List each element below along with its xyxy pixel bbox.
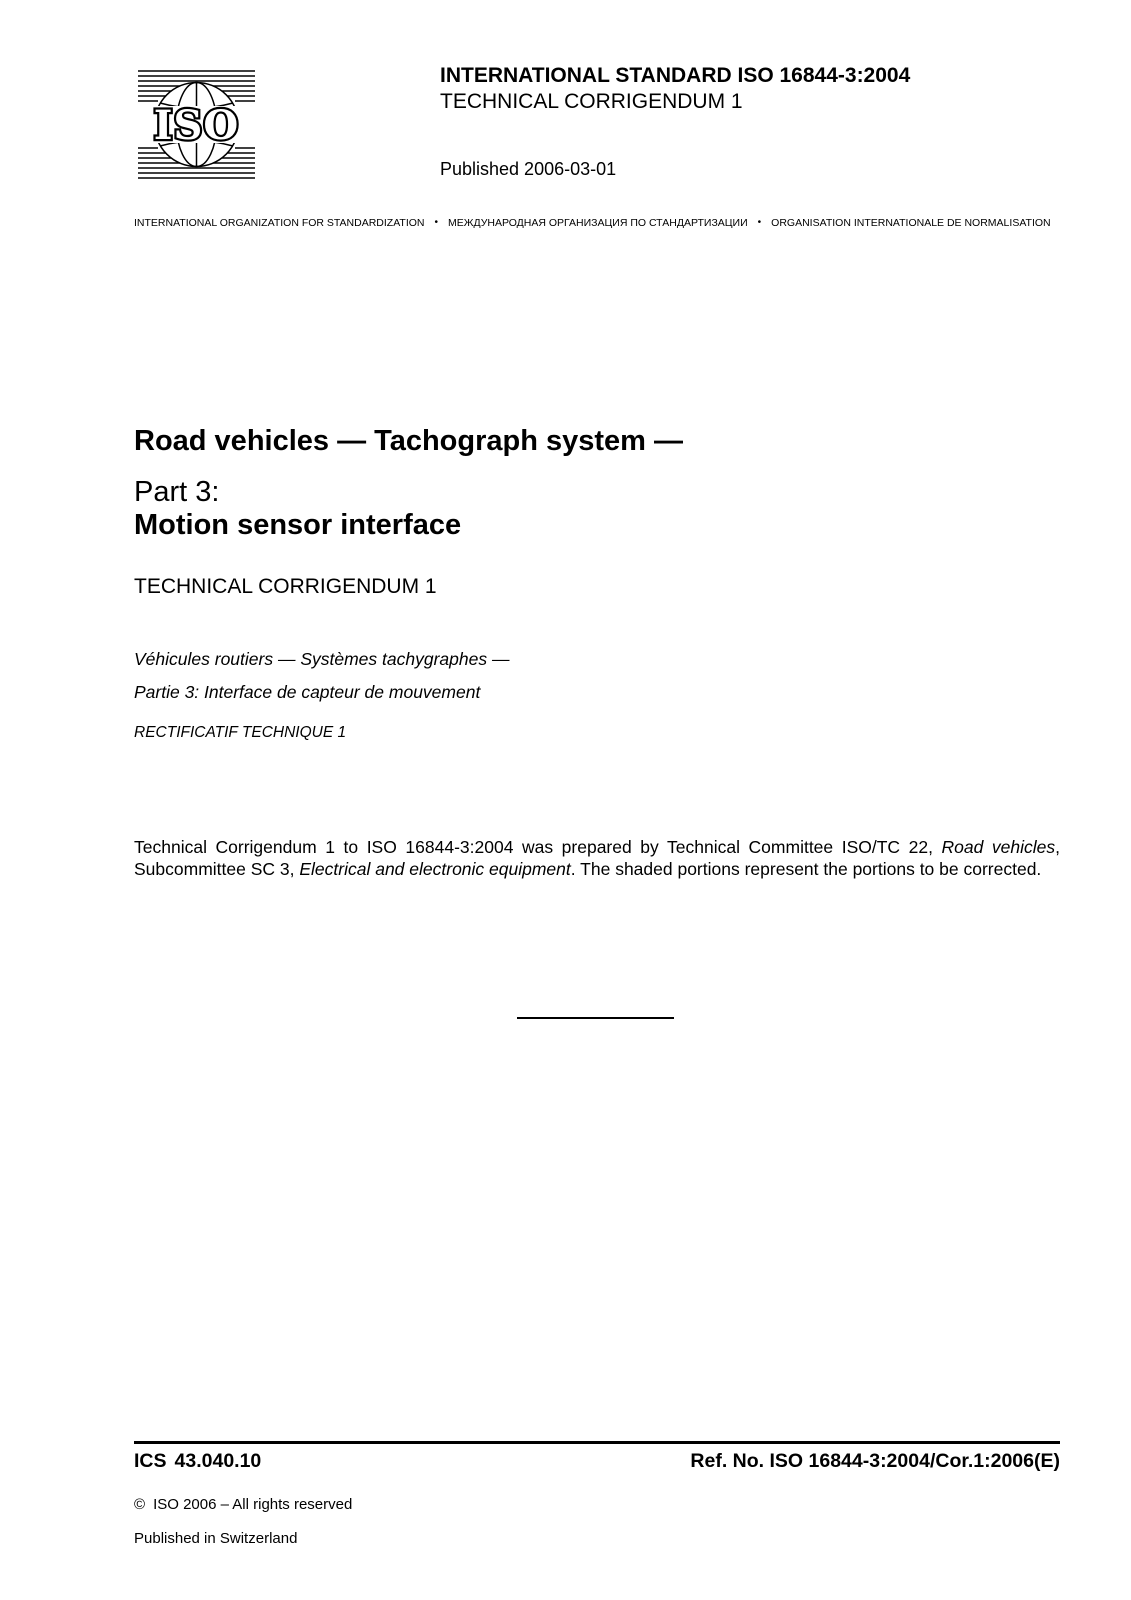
part-title: Motion sensor interface	[134, 509, 462, 541]
french-title-line3: RECTIFICATIF TECHNIQUE 1	[134, 724, 347, 741]
body-italic-2: Electrical and electronic equipment	[299, 859, 571, 879]
copyright-symbol: ©	[134, 1496, 146, 1513]
document-title: Road vehicles — Tachograph system —	[134, 425, 684, 457]
title-corrigendum: TECHNICAL CORRIGENDUM 1	[134, 575, 437, 598]
organization-names	[134, 216, 1060, 230]
published-in: Published in Switzerland	[134, 1530, 298, 1547]
copyright-text: ISO 2006 – All rights reserved	[153, 1496, 353, 1513]
footer-rule	[134, 1441, 1060, 1444]
org-name-english: INTERNATIONAL ORGANIZATION FOR STANDARDIZATION	[134, 217, 425, 229]
header-corrigendum: TECHNICAL CORRIGENDUM 1	[440, 90, 743, 113]
org-separator: •	[434, 217, 439, 228]
org-name-french: ORGANISATION INTERNATIONALE DE NORMALISATION	[771, 217, 1051, 229]
foreword-paragraph	[134, 836, 1060, 880]
ics-label: ICS	[134, 1450, 167, 1472]
org-separator: •	[757, 217, 762, 228]
body-text-2: , Subcommittee SC 3,	[134, 837, 1060, 879]
ics-classification	[134, 1449, 261, 1473]
separator-line	[517, 1017, 674, 1019]
copyright-line	[134, 1495, 352, 1515]
iso-logo	[138, 69, 255, 180]
part-number: Part 3:	[134, 476, 220, 508]
body-italic-1: Road vehicles	[941, 837, 1056, 857]
publication-date: Published 2006-03-01	[440, 159, 617, 179]
french-title-line2: Partie 3: Interface de capteur de mouvement	[134, 682, 481, 702]
logo-text: ISO	[153, 102, 240, 149]
french-title-line1: Véhicules routiers — Systèmes tachygraphes —	[134, 649, 510, 669]
body-text-1: Technical Corrigendum 1 to ISO 16844-3:2004 was prepared by Technical Committee ISO/TC 22,	[134, 837, 942, 857]
reference-number: Ref. No. ISO 16844-3:2004/Cor.1:2006(E)	[690, 1450, 1060, 1472]
body-text-3: . The shaded portions represent the portions to be corrected.	[570, 859, 1042, 879]
org-name-russian: МЕЖДУНАРОДНАЯ ОРГАНИЗАЦИЯ ПО СТАНДАРТИЗАЦИИ	[448, 217, 748, 229]
ics-code: 43.040.10	[174, 1450, 262, 1472]
standard-number: INTERNATIONAL STANDARD ISO 16844-3:2004	[440, 64, 911, 87]
